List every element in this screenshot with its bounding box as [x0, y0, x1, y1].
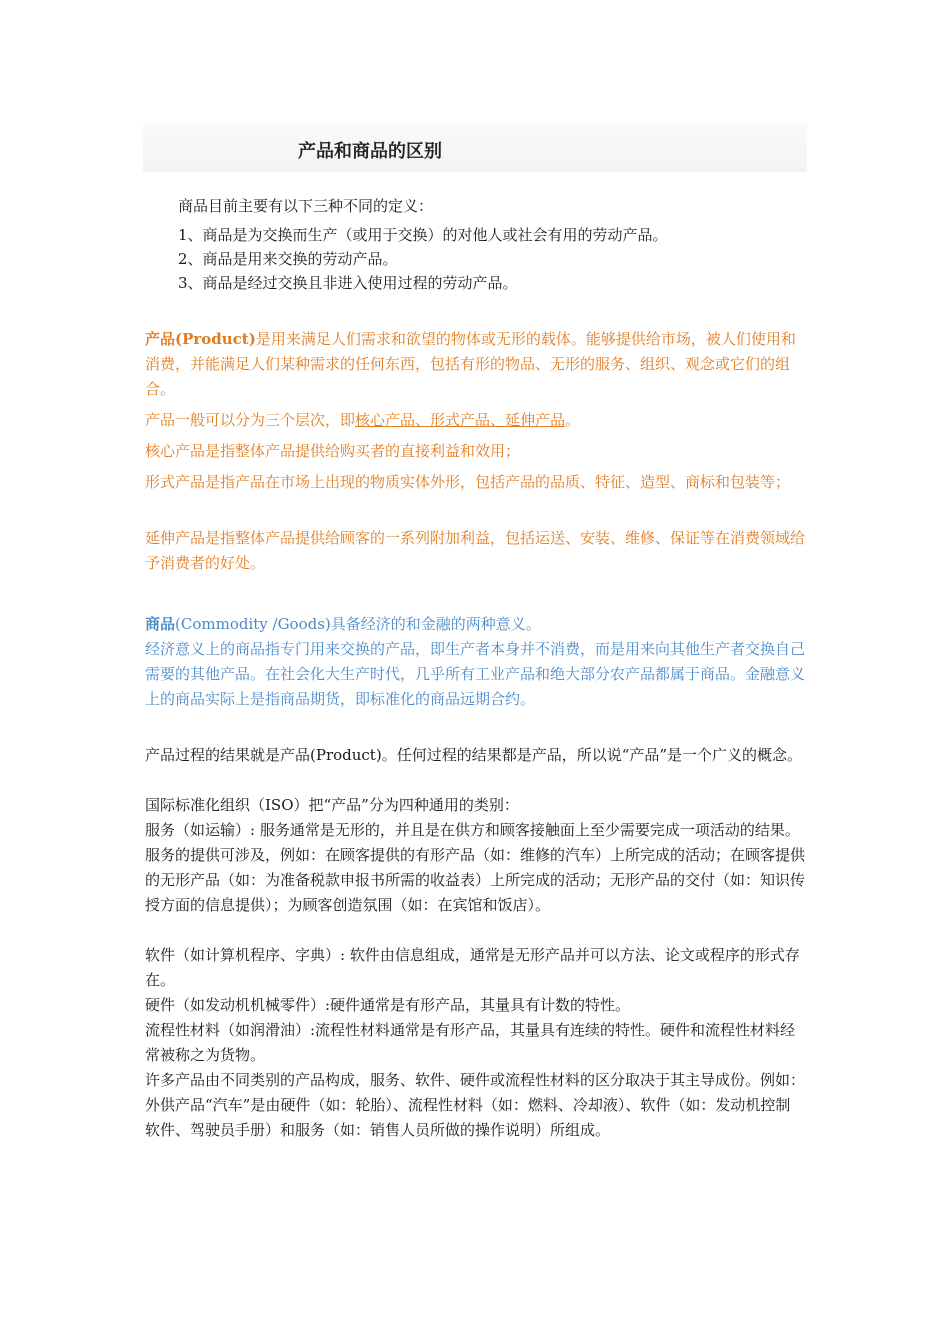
product-term: 产品(Product)	[145, 330, 256, 348]
definitions-intro: 商品目前主要有以下三种不同的定义：	[178, 197, 434, 215]
iso-hardware-paragraph: 硬件（如发动机机械零件）:硬件通常是有形产品，其量具有计数的特性。	[145, 996, 631, 1014]
title-banner	[143, 122, 807, 172]
form-product-definition: 形式产品是指产品在市场上出现的物质实体外形，包括产品的品质、特征、造型、商标和包装等；	[145, 473, 791, 491]
iso-paragraph-1: 产品过程的结果就是产品(Product)。任何过程的结果都是产品，所以说“产品”是一个广义的概念。	[145, 746, 803, 764]
product-definition-paragraph	[145, 327, 805, 402]
page-title: 产品和商品的区别	[298, 141, 442, 162]
product-levels-suffix: 。	[565, 411, 581, 429]
iso-paragraph-2: 国际标准化组织（ISO）把“产品”分为四种通用的类别：	[145, 796, 519, 814]
form-product-link[interactable]: 形式产品	[430, 411, 491, 429]
levels-separator-2: 、	[490, 411, 506, 429]
core-product-link[interactable]: 核心产品	[355, 411, 416, 429]
iso-composition-paragraph: 许多产品由不同类别的产品构成，服务、软件、硬件或流程性材料的区分取决于其主导成份。例如：外供产品“汽车”是由硬件（如：轮胎）、流程性材料（如：燃料、冷却液）、软件（如：发动机控制软件、驾驶员手册）和服务（如：销售人员所做的操作说明）所组成。	[145, 1071, 806, 1139]
definition-item-3: 3、商品是经过交换且非进入使用过程的劳动产品。	[178, 274, 518, 292]
extended-product-definition: 延伸产品是指整体产品提供给顾客的一系列附加利益，包括运送、安装、维修、保证等在消费领域给予消费者的好处。	[145, 529, 806, 572]
core-product-definition: 核心产品是指整体产品提供给购买者的直接利益和效用；	[145, 442, 521, 460]
iso-material-paragraph: 流程性材料（如润滑油）:流程性材料通常是有形产品，其量具有连续的特性。硬件和流程性材料经常被称之为货物。	[145, 1021, 796, 1064]
commodity-definition: 具备经济的和金融的两种意义。	[330, 615, 541, 633]
levels-separator-1: 、	[415, 411, 431, 429]
commodity-definition-paragraph	[145, 612, 805, 637]
commodity-detail: 经济意义上的商品指专门用来交换的产品，即生产者本身并不消费，而是用来向其他生产者交换自己需要的其他产品。在社会化大生产时代，几乎所有工业产品和绝大部分农产品都属于商品。金融意义上的商品实际上是指商品期货，即标准化的商品远期合约。	[145, 640, 806, 708]
product-levels-paragraph	[145, 408, 805, 433]
definition-item-2: 2、商品是用来交换的劳动产品。	[178, 250, 398, 268]
extended-product-link[interactable]: 延伸产品	[505, 411, 566, 429]
iso-service-paragraph: 服务（如运输）: 服务通常是无形的，并且是在供方和顾客接触面上至少需要完成一项活动的结果。服务的提供可涉及，例如：在顾客提供的有形产品（如：维修的汽车）上所完成的活动；在顾客提供的无形产品（如：为准备税款申报书所需的收益表）上所完成的活动；无形产品的交付（如：知识传授方面的信息提供）；为顾客创造氛围（如：在宾馆和饭店）。	[145, 821, 806, 914]
commodity-term-en: (Commodity /Goods)	[175, 615, 331, 633]
product-levels-prefix: 产品一般可以分为三个层次，即	[145, 411, 356, 429]
definition-item-1: 1、商品是为交换而生产（或用于交换）的对他人或社会有用的劳动产品。	[178, 226, 668, 244]
product-definition: 是用来满足人们需求和欲望的物体或无形的载体。能够提供给市场，被人们使用和消费，并能满足人们某种需求的任何东西，包括有形的物品、无形的服务、组织、观念或它们的组合。	[145, 330, 796, 398]
commodity-term: 商品	[145, 615, 176, 633]
iso-software-paragraph: 软件（如计算机程序、字典）: 软件由信息组成，通常是无形产品并可以方法、论文或程序的形式存在。	[145, 946, 800, 989]
